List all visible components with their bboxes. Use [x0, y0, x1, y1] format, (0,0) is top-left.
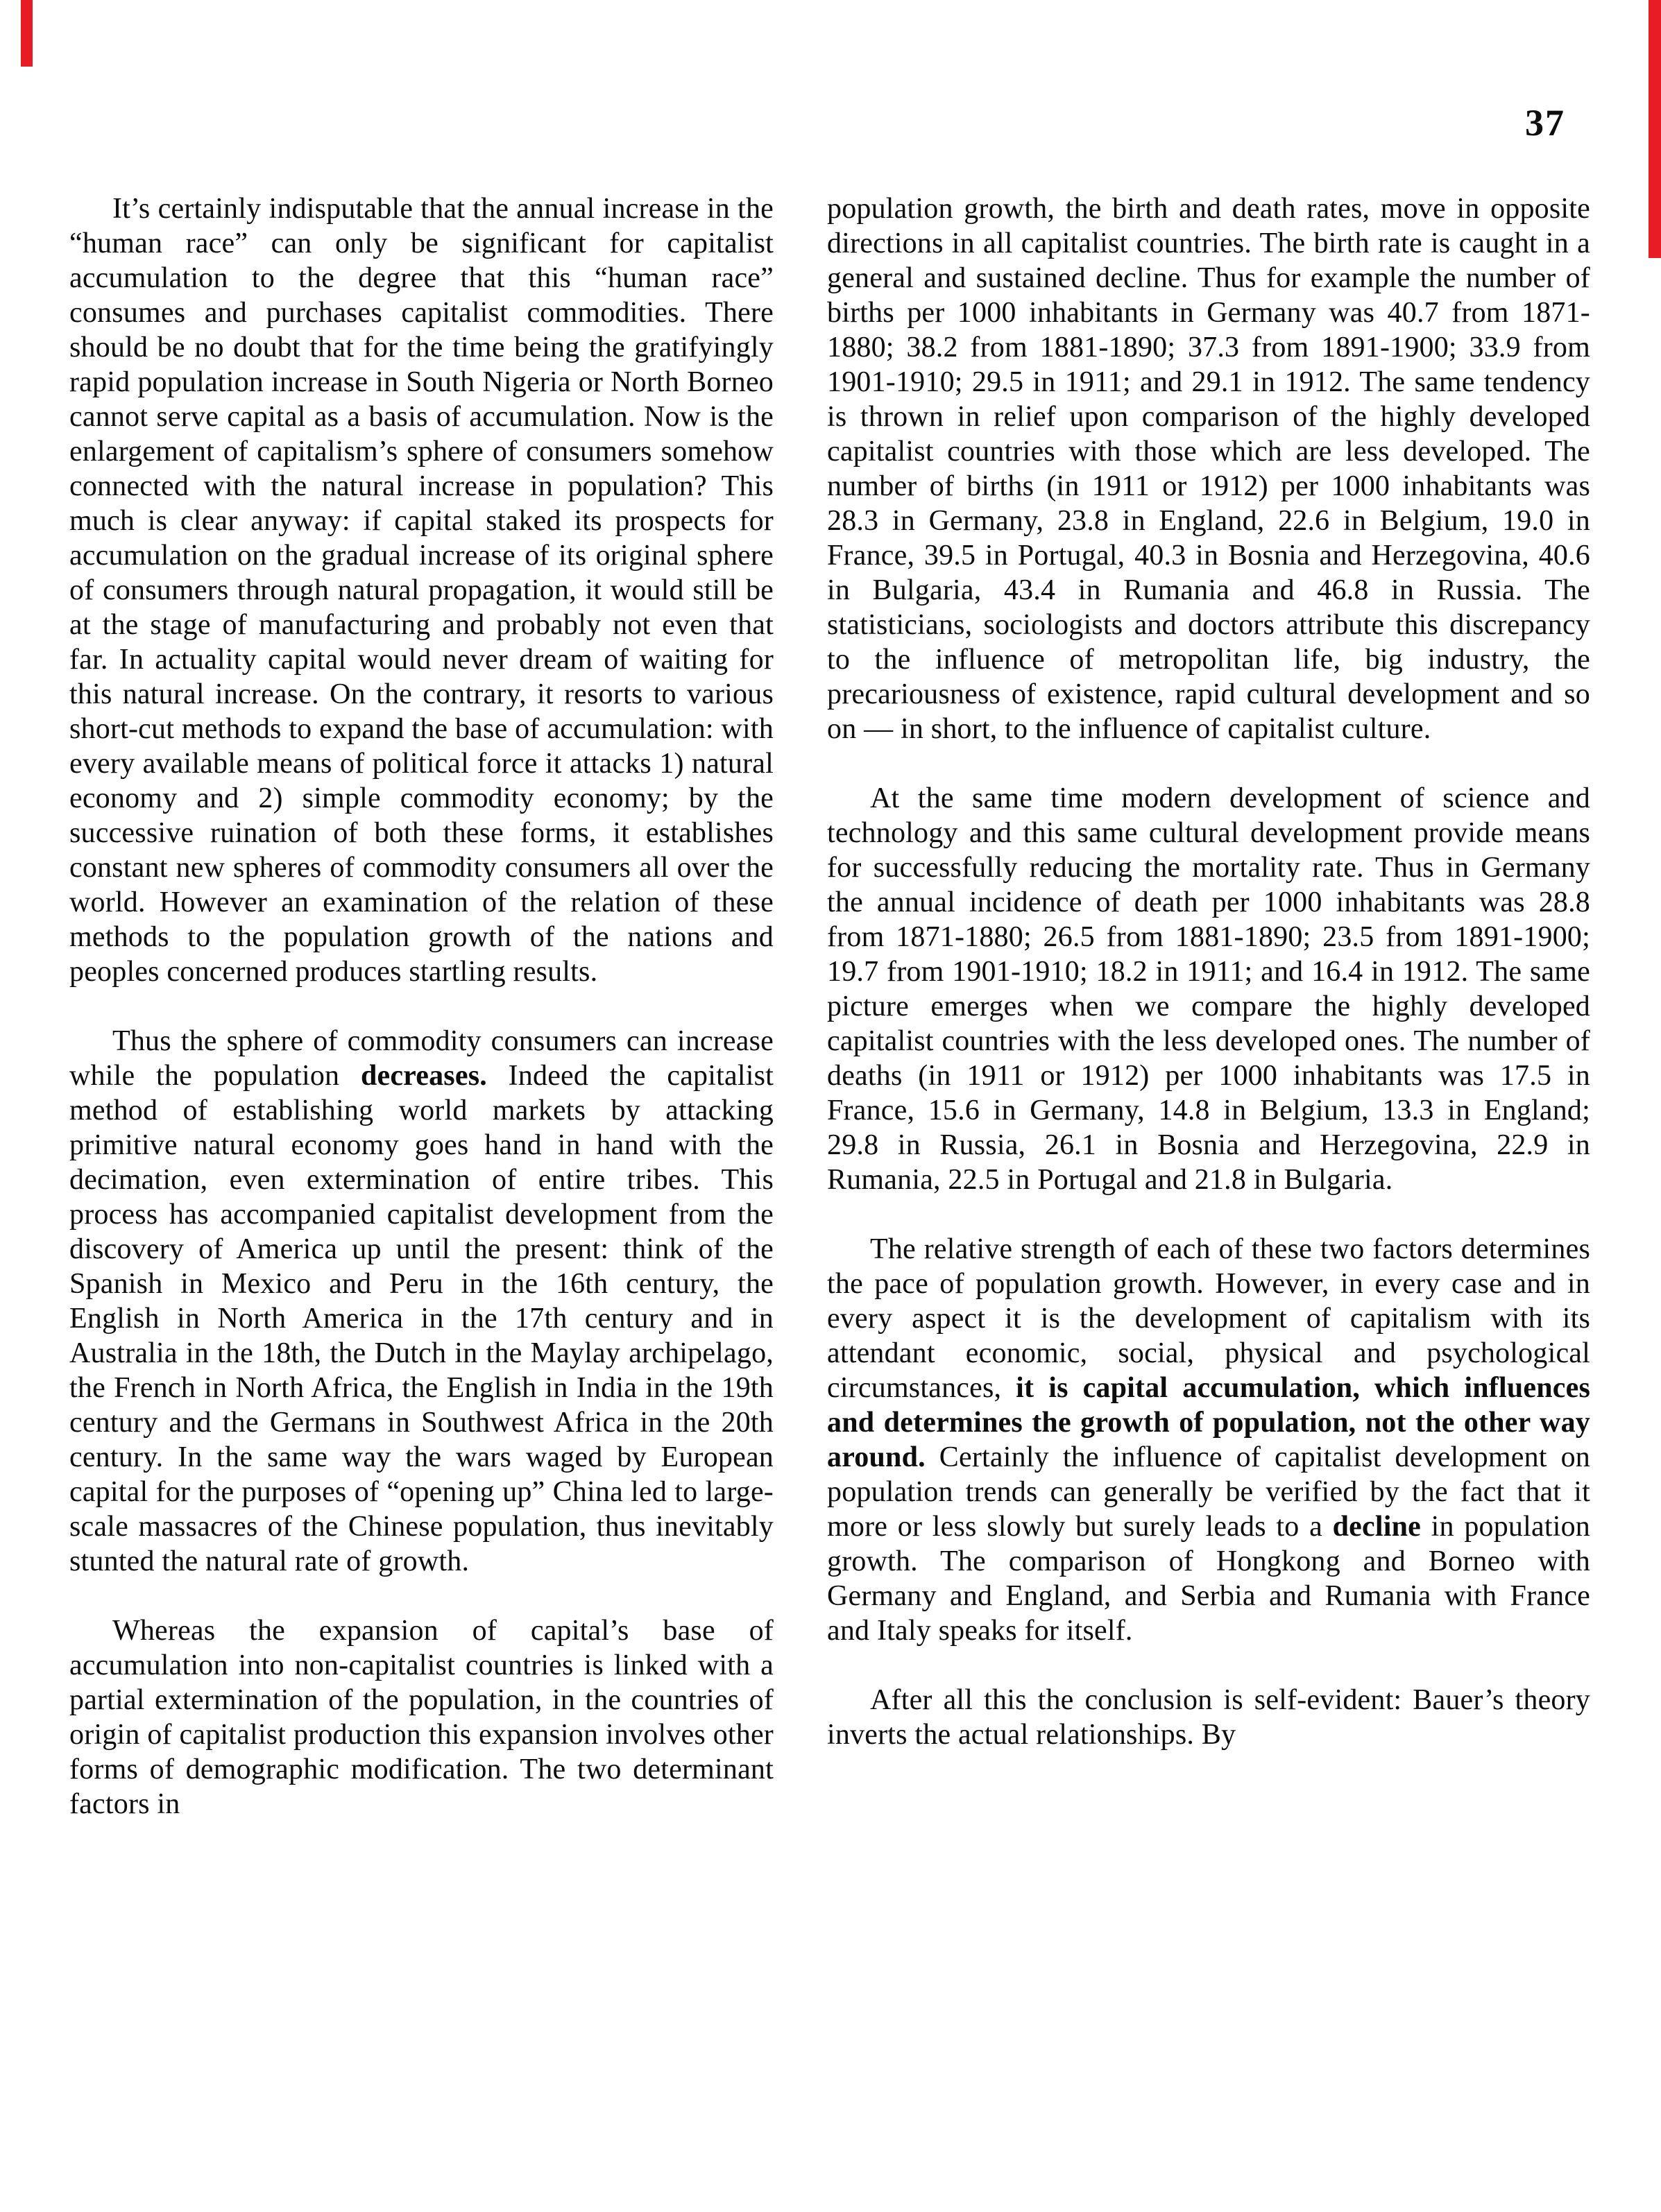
emphasized-text: it is capital accumulation, which influences and determines the growth of population, not the other way around. [827, 1372, 1591, 1473]
right-column [827, 191, 1590, 1752]
paragraph-text: Whereas the expansion of capital’s base of accumulation into non-capitalist countries is linked with a partial extermination of the population, in the countries of origin of capitalist production this expansion involves other forms of demographic modification. The two determinant factors in [69, 1615, 774, 1820]
paragraph-text: After all this the conclusion is self-evident: Bauer’s theory inverts the actual relationships. By [827, 1684, 1590, 1751]
paragraph-text: It’s certainly indisputable that the annual increase in the “human race” can only be significant for capitalist accumulation to the degree that this “human race” consumes and purchases capitalist commodities. There should be no doubt that for the time being the gratifyingly rapid population increase in South Nigeria or North Borneo cannot serve capital as a basis of accumulation. Now is the enlargement of capitalism’s sphere of consumers somehow connected with the natural increase in population? This much is clear anyway: if capital staked its prospects for accumulation on the gradual increase of its original sphere of consumers through natural propagation, it would still be at the stage of manufacturing and probably not even that far. In actuality capital would never dream of waiting for this natural increase. On the contrary, it resorts to various short-cut methods to expand the base of accumulation: with every available means of political force it attacks 1) natural economy and 2) simple commodity economy; by the successive ruination of both these forms, it establishes constant new spheres of commodity consumers all over the world. However an examination of the relation of these methods to the population growth of the nations and peoples concerned produces startling results. [69, 193, 774, 988]
paragraph [69, 1024, 774, 1579]
paragraph [827, 1683, 1590, 1752]
paragraph-text: Thus the sphere of commodity consumers can increase while the population [69, 1025, 774, 1092]
page-number: 37 [1525, 102, 1565, 144]
paragraph-text: At the same time modern development of science and technology and this same cultural development provide means for successfully reducing the mortality rate. Thus in Germany the annual incidence of death per 1000 inhabitants was 28.8 from 1871-1880; 26.5 from 1881-1890; 23.5 from 1891-1900; 19.7 from 1901-1910; 18.2 in 1911; and 16.4 in 1912. The same picture emerges when we compare the highly developed capitalist countries with the less developed ones. The number of deaths (in 1911 or 1912) per 1000 inhabitants was 17.5 in France, 15.6 in Germany, 14.8 in Belgium, 13.3 in England; 29.8 in Russia, 26.1 in Bosnia and Herzegovina, 22.9 in Rumania, 22.5 in Portugal and 21.8 in Bulgaria. [827, 782, 1590, 1196]
paragraph [827, 781, 1590, 1197]
paragraph-text: The relative strength of each of these two factors determines the pace of population growth. However, in every case and in every aspect it is the development of capitalism with its attendant economic, social, physical and psychological circumstances, [827, 1233, 1590, 1404]
paragraph [69, 1613, 774, 1821]
paragraph-text: Indeed the capitalist method of establishing world markets by attacking primitive natural economy goes hand in hand with the decimation, even extermination of entire tribes. This process has accompanied capitalist development from the discovery of America up until the present: think of the Spanish in Mexico and Peru in the 16th century, the English in North America in the 17th century and in Australia in the 18th, the Dutch in the Maylay archipelago, the French in North Africa, the English in India in the 19th century and the Germans in Southwest Africa in the 20th century. In the same way the wars waged by European capital for the purposes of “opening up” China led to large-scale massacres of the Chinese population, thus inevitably stunted the natural rate of growth. [69, 1060, 774, 1577]
emphasized-text: decline [1332, 1511, 1421, 1543]
paragraph [827, 191, 1590, 746]
emphasized-text: decreases. [360, 1060, 487, 1092]
scan-artifact-left [21, 0, 33, 67]
left-column [69, 191, 774, 1821]
paragraph-text: Certainly the influence of capitalist development on population trends can generally be verified by the fact that it more or less slowly but surely leads to a [827, 1441, 1590, 1543]
paragraph [69, 191, 774, 989]
paragraph [827, 1232, 1590, 1648]
scan-artifact-right [1649, 0, 1661, 258]
paragraph-text: population growth, the birth and death rates, move in opposite directions in all capitalist countries. The birth rate is caught in a general and sustained decline. Thus for example the number of births per 1000 inhabitants in Germany was 40.7 from 1871-1880; 38.2 from 1881-1890; 37.3 from 1891-1900; 33.9 from 1901-1910; 29.5 in 1911; and 29.1 in 1912. The same tendency is thrown in relief upon comparison of the highly developed capitalist countries with those which are less developed. The number of births (in 1911 or 1912) per 1000 inhabitants was 28.3 in Germany, 23.8 in England, 22.6 in Belgium, 19.0 in France, 39.5 in Portugal, 40.3 in Bosnia and Herzegovina, 40.6 in Bulgaria, 43.4 in Rumania and 46.8 in Russia. The statisticians, sociologists and doctors attribute this discrepancy to the influence of metropolitan life, big industry, the precariousness of existence, rapid cultural development and so on — in short, to the influence of capitalist culture. [827, 193, 1590, 745]
paragraph-text: in population growth. The comparison of Hongkong and Borneo with Germany and England, and Serbia and Rumania with France and Italy speaks for itself. [827, 1511, 1590, 1647]
